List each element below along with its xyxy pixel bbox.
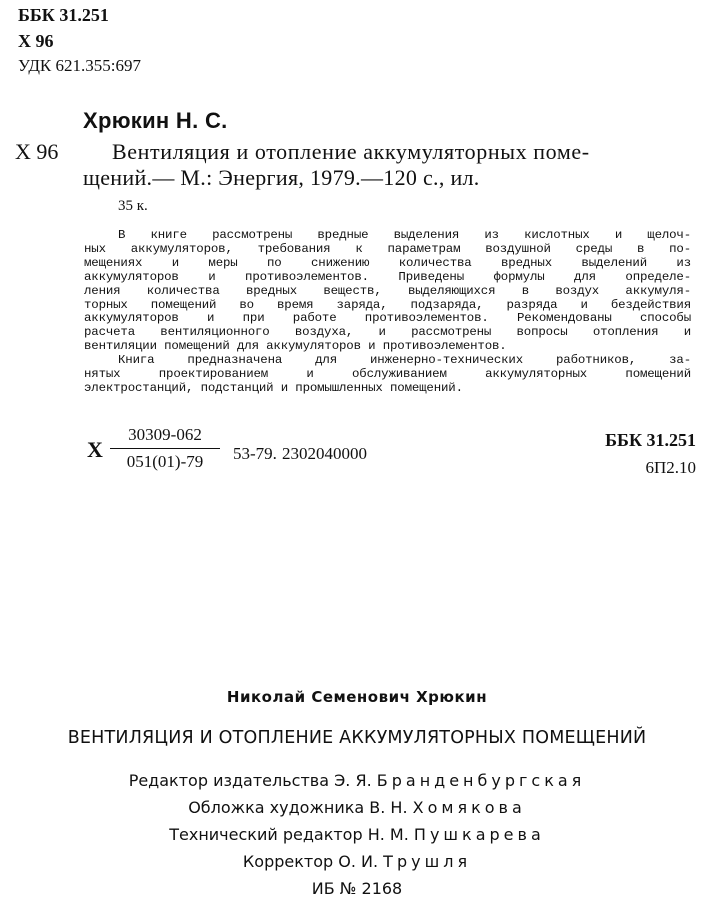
credit-surname: Бранденбургская <box>376 771 586 790</box>
annotation-line: аккумуляторов и противоэлементов. Приведены формулы для определе- <box>84 269 691 284</box>
order-number: 53-79. <box>233 444 277 463</box>
index-denominator: 051(01)-79 <box>126 452 204 471</box>
bbk-right: ББК 31.251 <box>605 430 696 450</box>
credit-role: Технический редактор <box>169 825 363 844</box>
annotation-line: аккумуляторов и при работе противоэлементов. Рекомендованы способы <box>84 311 691 326</box>
annotation-line: электростанций, подстанций и промышленных помещений. <box>84 380 463 395</box>
annotation-line: торных помещений во время заряда, подзаряда, разряда и бездействия <box>84 297 691 312</box>
index-code: 2302040000 <box>282 444 367 463</box>
credit-surname: Трушля <box>383 852 472 871</box>
credit-role: Обложка художника <box>188 798 365 817</box>
index-fraction <box>110 425 220 472</box>
price: 35 к. <box>118 198 148 214</box>
author-full-name: Николай Семенович Хрюкин <box>226 688 488 706</box>
udk-classification: УДК 621.355:697 <box>18 56 141 75</box>
bbk-subcode: 6П2.10 <box>645 458 696 477</box>
annotation-line: ных аккумуляторов, требования к параметрам воздушной среды в по- <box>84 241 691 256</box>
credit-editor <box>0 771 714 790</box>
index-letter: Х <box>87 437 103 462</box>
credit-initials: Э. Я. <box>334 771 372 790</box>
credit-initials: О. И. <box>338 852 379 871</box>
catalog-author-mark: Х 96 <box>15 139 59 164</box>
credit-initials: Н. М. <box>367 825 409 844</box>
catalog-author: Хрюкин Н. С. <box>83 108 228 133</box>
credit-surname: Пушкарева <box>413 825 545 844</box>
book-title: ВЕНТИЛЯЦИЯ И ОТОПЛЕНИЕ АККУМУЛЯТОРНЫХ ПОМЕЩЕНИЙ <box>67 728 647 748</box>
credit-role: Корректор <box>242 852 334 871</box>
annotation-paragraph <box>84 229 691 396</box>
credit-proofreader <box>0 852 714 871</box>
annotation-line: вентиляции помещений для аккумуляторов и противоэлементов. <box>84 339 507 354</box>
credit-role: Редактор издательства <box>128 771 330 790</box>
annotation-line: ления количества вредных веществ, выделяющихся в воздух аккумуля- <box>84 283 691 298</box>
index-numerator: 30309-062 <box>110 425 220 449</box>
annotation-line: Книга предназначена для инженерно-технических работников, за- <box>118 353 691 368</box>
annotation-line: мещениях и меры по снижению количества вредных выделений из <box>84 255 691 270</box>
annotation-line: нятых проектированием и обслуживанием аккумуляторных помещений <box>84 367 691 382</box>
bbk-classification: ББК 31.251 <box>18 5 109 25</box>
credit-tech-editor <box>0 825 714 844</box>
catalog-title-line-1: Вентиляция и отопление аккумуляторных поме- <box>112 139 590 164</box>
credit-initials: В. Н. <box>369 798 408 817</box>
annotation-line: расчета вентиляционного воздуха, и рассмотрены вопросы отопления и <box>84 325 691 340</box>
catalog-title-line-2: щений.— М.: Энергия, 1979.—120 с., ил. <box>83 165 480 190</box>
annotation-line: В книге рассмотрены вредные выделения из кислотных и щелоч- <box>118 228 691 242</box>
credit-cover-artist <box>0 798 714 817</box>
ib-number: ИБ № 2168 <box>311 879 403 898</box>
credit-surname: Хомякова <box>412 798 526 817</box>
author-mark: Х 96 <box>18 31 54 51</box>
